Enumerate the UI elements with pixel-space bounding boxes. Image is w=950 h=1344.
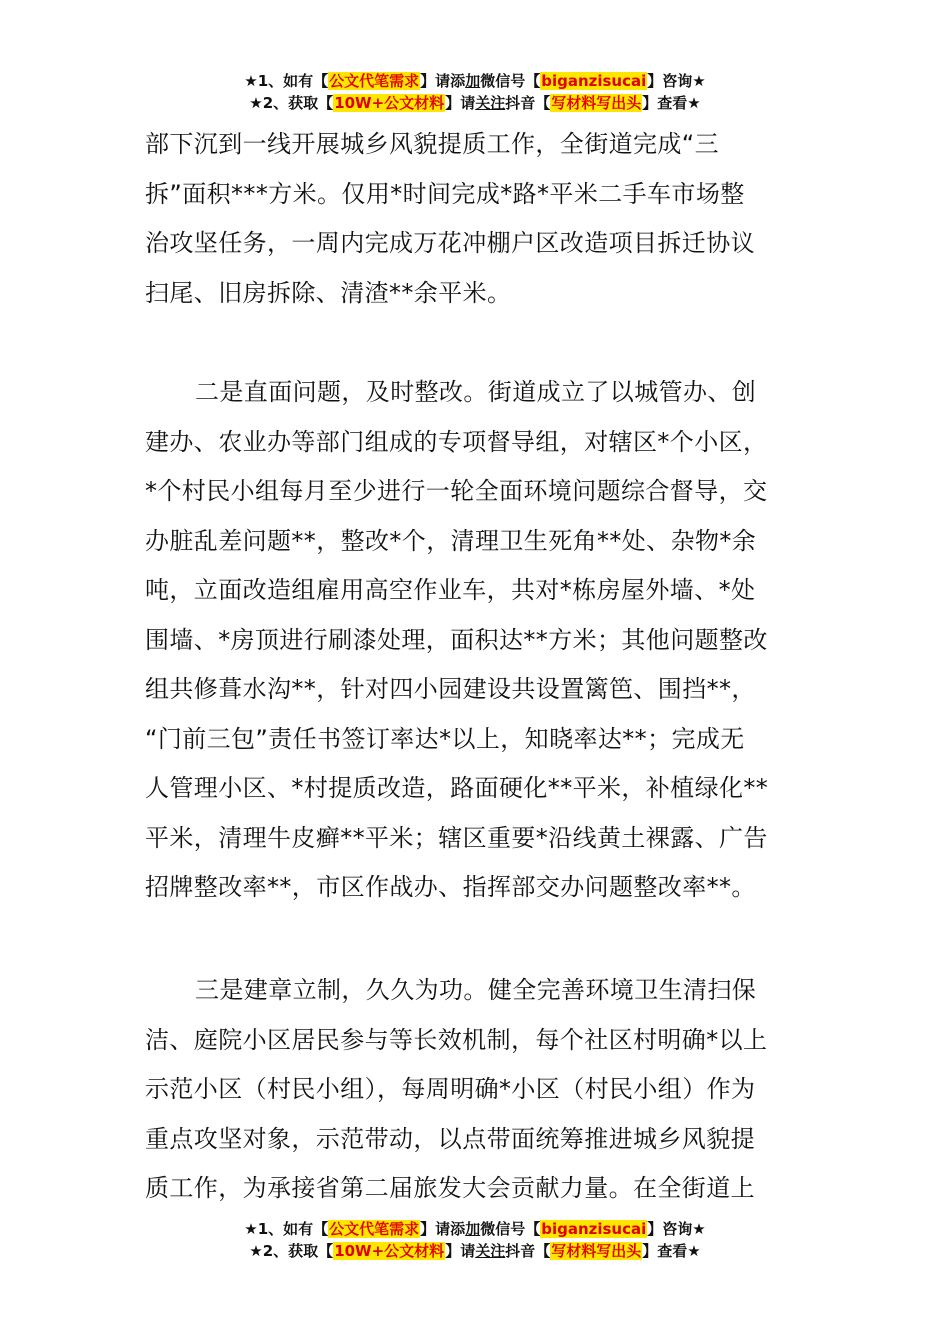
text-line: “门前三包”责任书签订率达*以上，知晓率达**；完成无 xyxy=(145,724,745,753)
banner-highlight-douyin: 写材料写出头 xyxy=(551,1242,642,1260)
text-line: 拆”面积***方米。仅用*时间完成*路*平米二手车市场整 xyxy=(145,179,745,208)
bottom-banner xyxy=(0,1218,950,1262)
paragraph-3 xyxy=(145,966,810,1214)
text-line: 部下沉到一线开展城乡风貌提质工作，全街道完成“三 xyxy=(145,130,720,158)
top-banner xyxy=(0,70,950,114)
banner-highlight-wechat-id: biganzisucai xyxy=(541,72,647,90)
text-line: 平米，清理牛皮癣**平米；辖区重要*沿线黄土裸露、广告 xyxy=(145,823,768,852)
banner-highlight-douyin: 写材料写出头 xyxy=(551,94,642,112)
banner-highlight-materials: 10W+公文材料 xyxy=(334,94,445,112)
text-line: 建办、农业办等部门组成的专项督导组，对辖区*个小区， xyxy=(145,427,768,456)
banner-highlight-wechat-id: biganzisucai xyxy=(541,1220,647,1238)
text-line: 示范小区（村民小组），每周明确*小区（村民小组）作为 xyxy=(145,1075,756,1103)
text-line: 办脏乱差问题**，整改*个，清理卫生死角**处、杂物*余 xyxy=(145,526,757,555)
text-line: 人管理小区、*村提质改造，路面硬化**平米，补植绿化** xyxy=(145,774,769,802)
text-line: 扫尾、旧房拆除、清渣**余平米。 xyxy=(145,278,512,307)
banner-line-2: ★2、获取【10W+公文材料】请关注抖音【写材料写出头】查看★ xyxy=(249,94,701,112)
banner-line-1: ★1、如有【公文代笔需求】请添加微信号【biganzisucai】咨询★ xyxy=(244,1220,706,1238)
text-line: 三是建章立制，久久为功。健全完善环境卫生清扫保 xyxy=(195,976,757,1004)
text-line: 围墙、*房顶进行刷漆处理，面积达**方米；其他问题整改 xyxy=(145,625,768,654)
text-line: 招牌整改率**，市区作战办、指挥部交办问题整改率**。 xyxy=(145,873,756,901)
text-line: 治攻坚任务，一周内完成万花冲棚户区改造项目拆迁协议 xyxy=(145,229,755,257)
text-line: 二是直面问题，及时整改。街道成立了以城管办、创 xyxy=(195,378,757,406)
text-line: 组共修葺水沟**，针对四小园建设共设置篱笆、围挡**， xyxy=(145,675,756,703)
text-line: 洁、庭院小区居民参与等长效机制，每个社区村明确*以上 xyxy=(145,1025,768,1054)
paragraph-2 xyxy=(145,368,810,913)
banner-highlight-service: 公文代笔需求 xyxy=(329,72,420,90)
banner-highlight-materials: 10W+公文材料 xyxy=(334,1242,445,1260)
paragraph-1 xyxy=(145,120,810,318)
text-line: *个村民小组每月至少进行一轮全面环境问题综合督导，交 xyxy=(145,477,768,505)
banner-line-1: ★1、如有【公文代笔需求】请添加微信号【biganzisucai】咨询★ xyxy=(244,72,706,90)
banner-highlight-service: 公文代笔需求 xyxy=(329,1220,420,1238)
banner-line-2: ★2、获取【10W+公文材料】请关注抖音【写材料写出头】查看★ xyxy=(249,1242,701,1260)
text-line: 重点攻坚对象，示范带动，以点带面统筹推进城乡风貌提 xyxy=(145,1124,755,1153)
text-line: 吨，立面改造组雇用高空作业车，共对*栋房屋外墙、*处 xyxy=(145,576,756,604)
text-line: 质工作，为承接省第二届旅发大会贡献力量。在全街道上 xyxy=(145,1174,755,1202)
